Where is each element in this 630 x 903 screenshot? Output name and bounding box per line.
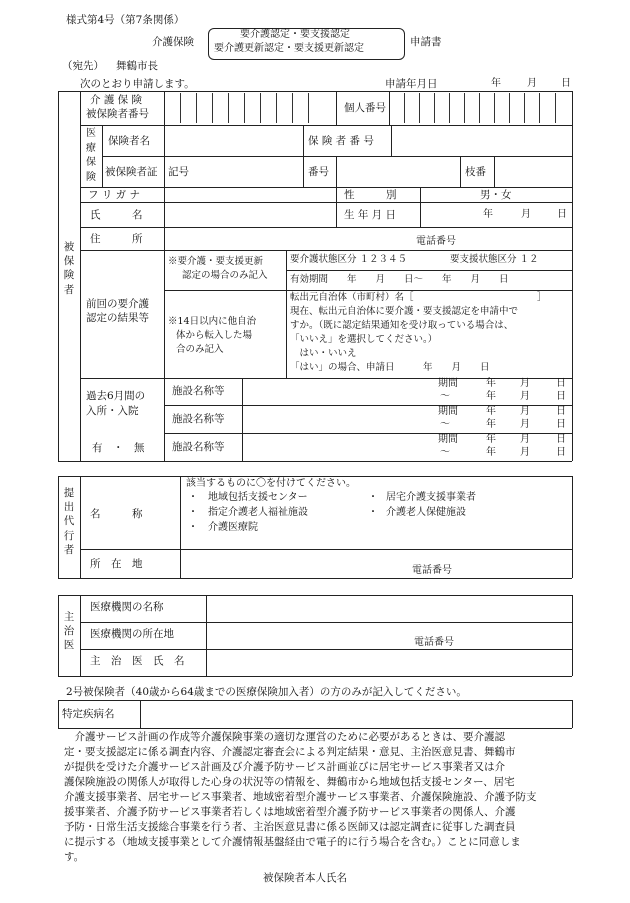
symbol-label: 記号 [168, 166, 189, 178]
transfer-line: 転出元自治体（市町村）名［ ］ [290, 292, 547, 303]
transfer-line: すか。（既に認定結果通知を受け取っている場合は、 [290, 320, 514, 331]
institution-phone-label: 電話番号 [414, 637, 454, 648]
addressee: 舞鶴市長 [116, 60, 158, 72]
gender-value: 男・女 [480, 189, 512, 201]
insurer-name-label: 保険者名 [108, 135, 150, 147]
insurer-number-label: 保 険 者 番 号 [308, 135, 374, 147]
previous-cert-label-2: 認定の結果等 [86, 312, 149, 324]
name-label: 氏 名 [90, 209, 143, 221]
transfer-note-3: 合のみ記入 [176, 344, 224, 355]
consent-line: 護保険施設の関係人が取得した心身の状況等の情報を、舞鶴市から地域包括支援センター、居宅 [64, 776, 515, 788]
signature-label: 被保険者本人氏名 [263, 872, 347, 884]
consent-line: 援事業者、介護予防サービス事業者若しくは地域密着型介護予防サービス事業者の関係人、介護 [64, 806, 516, 818]
medical-insurance-label: 医療保険 [86, 128, 96, 183]
year-label: 年 [491, 78, 501, 89]
address-label: 住 所 [90, 233, 143, 245]
birth-month-label: 月 [521, 209, 531, 220]
validity-period: 有効期間 年 月 日～ 年 月 日 [290, 274, 509, 285]
transfer-application-date: 「はい」の場合、申請日 年 月 日 [290, 362, 490, 373]
care-insurance-label: 介 護 保 険 [90, 94, 143, 106]
consent-line: 定・要支援認定に係る調査内容、介護認定審査会による判定結果・意見、主治医意見書、舞鶴市 [64, 746, 516, 758]
day-label: 日 [561, 78, 571, 89]
insured-number-label: 被保険者番号 [86, 108, 149, 120]
yes-no-label: 有 ・ 無 [92, 442, 145, 454]
request-title: 申請書 [410, 36, 442, 48]
facility-name-label: 施設名称等 [172, 441, 225, 453]
insurance-title: 介護保険 [152, 36, 194, 48]
admission-label: 入所・入院 [86, 405, 139, 417]
agent-section-label: 提出代行者 [63, 487, 75, 556]
consent-line: が提供を受けた介護サービス計画及び介護予防サービス計画並びに居宅サービス事業者又は介 [64, 761, 505, 773]
transfer-line: 「いいえ」を選択してください。） [290, 334, 438, 345]
insured-card-label: 被保険者証 [105, 166, 158, 178]
renewal-note-2: 認定の場合のみ記入 [182, 270, 268, 281]
facility-name-label: 施設名称等 [172, 385, 225, 397]
agent-address-label: 所 在 地 [90, 558, 143, 570]
birth-year-label: 年 [483, 209, 493, 220]
gender-label: 性 別 [344, 189, 397, 201]
specified-disease-label: 特定疾病名 [62, 708, 115, 720]
addressee-label: （宛先） [62, 60, 104, 72]
transfer-note: ※14日以内に他自治 [168, 316, 257, 327]
institution-address-label: 医療機関の所在地 [90, 628, 174, 640]
category2-note: 2号被保険者（40歳から64歳までの医療保険加入者）の方のみが記入してください。 [66, 686, 467, 698]
agent-phone-label: 電話番号 [412, 565, 452, 576]
consent-line: す。 [64, 851, 85, 863]
doctor-name-label: 主 治 医 氏 名 [90, 655, 185, 667]
doctor-section-label: 主治医 [63, 611, 75, 652]
consent-line: 予防・日常生活支援総合事業を行う者、主治医意見書に係る医師又は認定調査に従事した調査員 [64, 821, 516, 833]
consent-line: 介護サービス計画の作成等介護保険事業の適切な運営のために必要があるときは、要介護認 [64, 731, 505, 743]
support-level-options: 要支援状態区分 １２ [450, 254, 539, 265]
birth-day-label: 日 [557, 209, 567, 220]
consent-line: に提示する（地域支援事業として介護情報基盤経由で電子的に行う場合を含む。）ことに同意しま [64, 836, 521, 848]
month-label: 月 [527, 78, 537, 89]
insured-section-label: 被保険者 [63, 241, 75, 296]
intro-text: 次のとおり申請します。 [80, 78, 195, 90]
furigana-label: フ リ ガ ナ [88, 189, 141, 201]
facility-name-label: 施設名称等 [172, 413, 225, 425]
care-level-options: 要介護状態区分 １２３４５ [290, 254, 408, 265]
renewal-note: ※要介護・要支援更新 [168, 256, 264, 267]
branch-number-label: 枝番 [465, 166, 486, 178]
agent-instruction: 該当するものに〇を付けてください。 [186, 478, 356, 489]
card-number-label: 番号 [308, 166, 329, 178]
consent-line: 介護支援事業者、居宅サービス事業者、地域密着型介護サービス事業者、介護保険施設、介護予防支 [64, 791, 537, 803]
institution-name-label: 医療機関の名称 [90, 601, 164, 613]
application-type-option: 要介護更新認定・要支援更新認定 [214, 43, 364, 54]
transfer-yes-no: はい・いいえ [290, 348, 357, 359]
application-date-label: 申請年月日 [385, 78, 438, 90]
form-number: 様式第4号（第7条関係） [66, 14, 185, 26]
insured-phone-label: 電話番号 [416, 236, 456, 247]
birth-date-label: 生 年 月 日 [344, 209, 397, 221]
previous-cert-label: 前回の要介護 [86, 298, 149, 310]
application-type-option: 要介護認定・要支援認定 [240, 29, 350, 40]
transfer-line: 現在、転出元自治体に要介護・要支援認定を申請中で [290, 306, 519, 317]
agent-name-label: 名 称 [90, 508, 143, 520]
past-six-months-label: 過去6月間の [86, 390, 146, 402]
personal-number-label: 個人番号 [344, 102, 386, 114]
transfer-note-2: 体から転入した場 [176, 330, 253, 341]
